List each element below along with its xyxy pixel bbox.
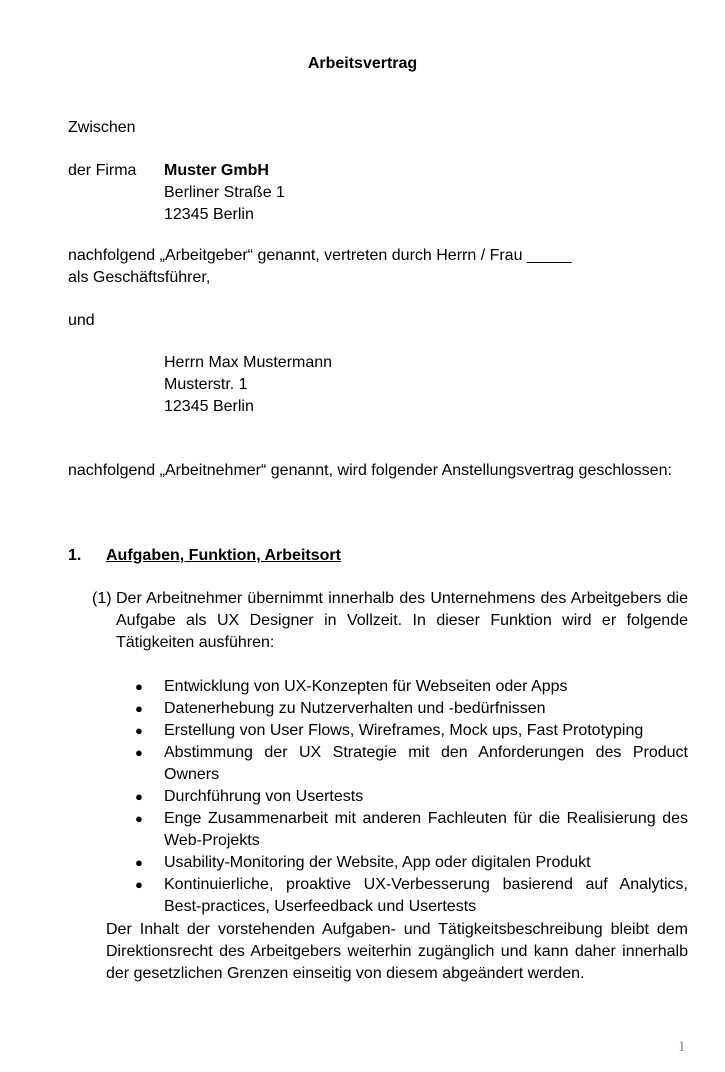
list-item xyxy=(135,874,688,918)
list-item xyxy=(135,676,688,698)
section-number: 1. xyxy=(68,547,82,564)
list-item-text: Usability-Monitoring der Website, App oder digitalen Produkt xyxy=(164,854,591,871)
task-list xyxy=(135,676,688,918)
list-item-text: Enge Zusammenarbeit mit anderen Fachleuten für die Realisierung des Web-Projekts xyxy=(164,810,688,849)
bullet-icon: ● xyxy=(135,745,143,760)
paragraph-text: Der Arbeitnehmer übernimmt innerhalb des Unternehmens des Arbeitgebers die Aufgabe als UX Designer in Vollzeit. In dieser Funktion wird er folgende Tätigkeiten ausführen: xyxy=(116,590,688,651)
list-item-text: Erstellung von User Flows, Wireframes, Mock ups, Fast Prototyping xyxy=(164,722,644,739)
employer-street: Berliner Straße 1 xyxy=(164,184,285,201)
list-item-text: Entwicklung von UX-Konzepten für Webseiten oder Apps xyxy=(164,678,568,695)
intro-text: Zwischen xyxy=(68,119,136,136)
employee-name: Herrn Max Mustermann xyxy=(164,354,333,371)
bullet-icon: ● xyxy=(135,723,143,738)
page-number: 1 xyxy=(678,1039,686,1055)
closing-paragraph: Der Inhalt der vorstehenden Aufgaben- und Tätigkeitsbeschreibung bleibt dem Direktionsrecht des Arbeitgebers weiterhin zugänglich und kann daher innerhalb der gesetzlichen Grenzen einseitig von diesem abgeändert werden. xyxy=(106,921,688,982)
employer-note: nachfolgend „Arbeitgeber“ genannt, vertreten durch Herrn / Frau _____ als Geschäftsführer, xyxy=(68,247,572,286)
bullet-icon: ● xyxy=(135,679,143,694)
section-title: Aufgaben, Funktion, Arbeitsort xyxy=(106,547,341,564)
employer-city: 12345 Berlin xyxy=(164,206,254,223)
paragraph-1 xyxy=(92,588,688,654)
list-item-text: Durchführung von Usertests xyxy=(164,788,364,805)
employer-label: der Firma xyxy=(68,162,137,179)
list-item xyxy=(135,808,688,852)
employee-address-block xyxy=(164,352,332,418)
list-item-text: Datenerhebung zu Nutzerverhalten und -bedürfnissen xyxy=(164,700,546,717)
list-item-text: Abstimmung der UX Strategie mit den Anforderungen des Product Owners xyxy=(164,744,688,783)
section-heading xyxy=(68,545,341,567)
employee-note: nachfolgend „Arbeitnehmer“ genannt, wird folgender Anstellungsvertrag geschlossen: xyxy=(68,462,672,479)
bullet-icon: ● xyxy=(135,701,143,716)
bullet-icon: ● xyxy=(135,855,143,870)
document-title: Arbeitsvertrag xyxy=(307,55,418,72)
list-item-text: Kontinuierliche, proaktive UX-Verbesserung basierend auf Analytics, Best-practices, Userfeedback und Usertests xyxy=(164,876,688,915)
list-item xyxy=(135,698,688,720)
list-item xyxy=(135,852,688,874)
bullet-icon: ● xyxy=(135,811,143,826)
bullet-icon: ● xyxy=(135,789,143,804)
employer-address-block xyxy=(164,160,285,226)
employee-street: Musterstr. 1 xyxy=(164,376,248,393)
employer-name: Muster GmbH xyxy=(164,162,269,179)
paragraph-number: (1) xyxy=(92,590,112,607)
employee-city: 12345 Berlin xyxy=(164,398,254,415)
list-item xyxy=(135,786,688,808)
bullet-icon: ● xyxy=(135,877,143,892)
list-item xyxy=(135,742,688,786)
and-word: und xyxy=(68,312,95,329)
list-item xyxy=(135,720,688,742)
